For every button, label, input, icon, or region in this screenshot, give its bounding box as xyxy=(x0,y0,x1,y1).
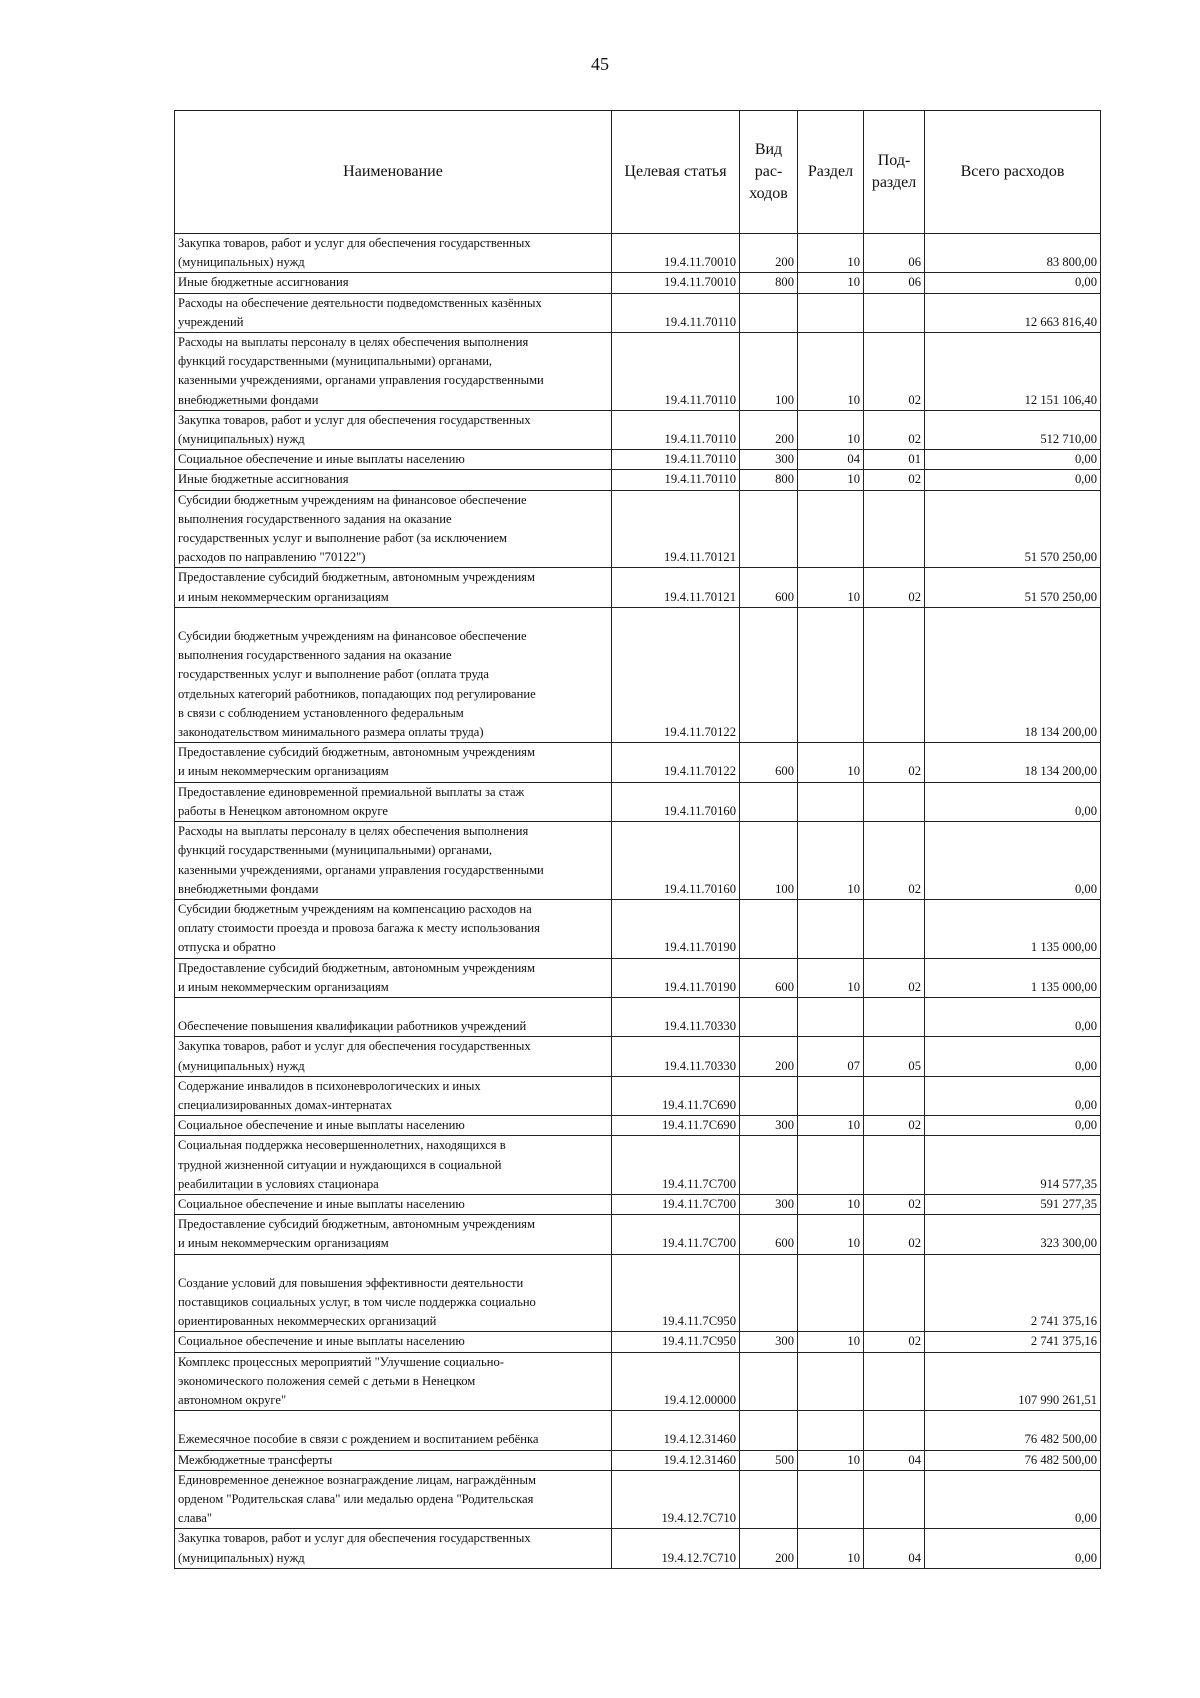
row-podrazdel: 02 xyxy=(864,1116,925,1136)
row-podrazdel: 02 xyxy=(864,1332,925,1352)
table-body xyxy=(175,234,1101,1569)
row-vid: 300 xyxy=(740,1116,798,1136)
row-name-line: слава" xyxy=(178,1511,212,1526)
row-vid xyxy=(740,1411,798,1450)
table-row xyxy=(175,470,1101,490)
row-razdel: 10 xyxy=(798,1529,864,1568)
row-total: 0,00 xyxy=(925,1037,1101,1076)
row-code: 19.4.11.70190 xyxy=(612,958,740,997)
row-vid xyxy=(740,1136,798,1195)
row-total: 83 800,00 xyxy=(925,234,1101,273)
row-total: 18 134 200,00 xyxy=(925,607,1101,742)
row-name-line: Предоставление единовременной премиальной выплаты за стаж xyxy=(178,784,525,799)
row-razdel xyxy=(798,997,864,1036)
table-row xyxy=(175,1529,1101,1568)
row-name-line: в связи с соблюдением установленного федеральным xyxy=(178,705,464,720)
row-name-line: Социальное обеспечение и иные выплаты населению xyxy=(178,1334,465,1349)
row-name xyxy=(175,1076,612,1115)
table-row xyxy=(175,899,1101,958)
row-podrazdel: 02 xyxy=(864,568,925,607)
row-code: 19.4.11.70160 xyxy=(612,822,740,900)
header-podrazdel xyxy=(864,111,925,234)
row-podrazdel xyxy=(864,1254,925,1332)
row-podrazdel: 02 xyxy=(864,958,925,997)
table-row xyxy=(175,997,1101,1036)
row-vid xyxy=(740,1352,798,1411)
row-vid: 300 xyxy=(740,1332,798,1352)
row-podrazdel xyxy=(864,490,925,568)
row-total: 0,00 xyxy=(925,450,1101,470)
row-code: 19.4.11.70010 xyxy=(612,234,740,273)
row-podrazdel: 04 xyxy=(864,1450,925,1470)
row-total: 0,00 xyxy=(925,1116,1101,1136)
row-code: 19.4.11.70190 xyxy=(612,899,740,958)
row-razdel: 10 xyxy=(798,470,864,490)
row-podrazdel xyxy=(864,1470,925,1529)
row-total: 0,00 xyxy=(925,273,1101,293)
row-razdel: 10 xyxy=(798,822,864,900)
row-name-line: Создание условий для повышения эффективности деятельности xyxy=(178,1275,524,1290)
row-vid: 600 xyxy=(740,743,798,782)
row-vid xyxy=(740,490,798,568)
row-name xyxy=(175,1411,612,1450)
row-name-line: (муниципальных) нужд xyxy=(178,1550,305,1565)
row-vid xyxy=(740,1470,798,1529)
row-name-line: выполнения государственного задания на оказание xyxy=(178,648,452,663)
row-code: 19.4.12.00000 xyxy=(612,1352,740,1411)
row-podrazdel: 02 xyxy=(864,470,925,490)
header-vid xyxy=(740,111,798,234)
row-name xyxy=(175,1332,612,1352)
table-row xyxy=(175,1136,1101,1195)
row-code: 19.4.11.7С950 xyxy=(612,1254,740,1332)
row-code: 19.4.11.70010 xyxy=(612,273,740,293)
header-vid-line: Вид xyxy=(754,141,783,158)
row-total: 2 741 375,16 xyxy=(925,1332,1101,1352)
row-vid: 600 xyxy=(740,568,798,607)
row-vid: 200 xyxy=(740,1529,798,1568)
table-row xyxy=(175,450,1101,470)
row-podrazdel: 02 xyxy=(864,1194,925,1214)
row-total: 0,00 xyxy=(925,1076,1101,1115)
table-row xyxy=(175,568,1101,607)
row-name-line: внебюджетными фондами xyxy=(178,881,319,896)
row-razdel xyxy=(798,1254,864,1332)
row-razdel xyxy=(798,1352,864,1411)
row-code: 19.4.11.7С700 xyxy=(612,1136,740,1195)
row-name xyxy=(175,1529,612,1568)
row-code: 19.4.11.7С690 xyxy=(612,1116,740,1136)
row-vid: 200 xyxy=(740,234,798,273)
row-podrazdel xyxy=(864,899,925,958)
table-row xyxy=(175,1037,1101,1076)
row-podrazdel xyxy=(864,607,925,742)
row-total: 18 134 200,00 xyxy=(925,743,1101,782)
row-name xyxy=(175,1470,612,1529)
row-razdel xyxy=(798,490,864,568)
row-razdel: 10 xyxy=(798,1450,864,1470)
row-code: 19.4.11.70122 xyxy=(612,607,740,742)
row-total: 1 135 000,00 xyxy=(925,958,1101,997)
row-name-line: Расходы на выплаты персоналу в целях обеспечения выполнения xyxy=(178,824,529,839)
row-name xyxy=(175,490,612,568)
row-name-line: функций государственными (муниципальными) органами, xyxy=(178,354,493,369)
row-podrazdel: 02 xyxy=(864,1215,925,1254)
row-name-line: Предоставление субсидий бюджетным, автономным учреждениям xyxy=(178,570,535,585)
row-vid: 100 xyxy=(740,333,798,411)
row-name xyxy=(175,234,612,273)
row-total: 12 151 106,40 xyxy=(925,333,1101,411)
row-podrazdel: 06 xyxy=(864,234,925,273)
page-number: 45 xyxy=(591,54,609,74)
row-razdel: 10 xyxy=(798,568,864,607)
row-name-line: орденом "Родительская слава" или медалью ордена "Родительская xyxy=(178,1492,534,1506)
row-name-line: казенными учреждениями, органами управления государственными xyxy=(178,862,544,877)
row-razdel: 10 xyxy=(798,1116,864,1136)
row-podrazdel xyxy=(864,1411,925,1450)
row-podrazdel: 02 xyxy=(864,333,925,411)
table-row xyxy=(175,607,1101,742)
row-code: 19.4.11.70110 xyxy=(612,293,740,332)
row-name-line: Обеспечение повышения квалификации работников учреждений xyxy=(178,1019,527,1034)
row-podrazdel: 06 xyxy=(864,273,925,293)
row-code: 19.4.11.70122 xyxy=(612,743,740,782)
row-name-line: Социальное обеспечение и иные выплаты населению xyxy=(178,452,465,467)
header-name: Наименование xyxy=(175,111,612,234)
row-razdel xyxy=(798,1136,864,1195)
row-podrazdel: 02 xyxy=(864,822,925,900)
row-razdel: 10 xyxy=(798,1332,864,1352)
row-vid: 500 xyxy=(740,1450,798,1470)
table-row xyxy=(175,822,1101,900)
row-name-line: и иным некоммерческим организациям xyxy=(178,1236,389,1251)
row-podrazdel xyxy=(864,782,925,821)
table-row xyxy=(175,333,1101,411)
row-razdel: 07 xyxy=(798,1037,864,1076)
row-name-line: Субсидии бюджетным учреждениям на финансовое обеспечение xyxy=(178,629,527,644)
table-row xyxy=(175,1450,1101,1470)
row-vid: 300 xyxy=(740,1194,798,1214)
table-row xyxy=(175,958,1101,997)
row-razdel xyxy=(798,1411,864,1450)
row-name-line: расходов по направлению "70122") xyxy=(178,550,366,565)
row-name-line: Межбюджетные трансферты xyxy=(178,1452,333,1467)
row-vid: 600 xyxy=(740,1215,798,1254)
row-name-line: Закупка товаров, работ и услуг для обеспечения государственных xyxy=(178,1039,531,1054)
row-name-line: Предоставление субсидий бюджетным, автономным учреждениям xyxy=(178,1217,535,1232)
row-name xyxy=(175,958,612,997)
row-name xyxy=(175,1037,612,1076)
row-name-line: Закупка товаров, работ и услуг для обеспечения государственных xyxy=(178,1531,531,1546)
row-name-line: Социальная поддержка несовершеннолетних, находящихся в xyxy=(178,1138,506,1153)
row-name-line: Социальное обеспечение и иные выплаты населению xyxy=(178,1196,465,1211)
header-razdel: Раздел xyxy=(798,111,864,234)
row-name-line: Содержание инвалидов в психоневрологических и иных xyxy=(178,1078,481,1093)
row-name xyxy=(175,333,612,411)
table-row xyxy=(175,1470,1101,1529)
row-vid xyxy=(740,607,798,742)
row-name-line: (муниципальных) нужд xyxy=(178,255,305,270)
row-name-line: отдельных категорий работников, попадающих под регулирование xyxy=(178,686,536,701)
row-code: 19.4.11.70121 xyxy=(612,568,740,607)
table-row xyxy=(175,273,1101,293)
row-name-line: Предоставление субсидий бюджетным, автономным учреждениям xyxy=(178,745,535,760)
row-total: 76 482 500,00 xyxy=(925,1411,1101,1450)
row-total: 0,00 xyxy=(925,470,1101,490)
row-code: 19.4.12.31460 xyxy=(612,1450,740,1470)
header-target: Целевая статья xyxy=(612,111,740,234)
table-row xyxy=(175,743,1101,782)
row-name-line: Иные бюджетные ассигнования xyxy=(178,275,349,290)
row-name-line: ориентированных некоммерческих организаций xyxy=(178,1314,437,1329)
row-vid: 800 xyxy=(740,470,798,490)
row-name xyxy=(175,568,612,607)
row-name-line: Комплекс процессных мероприятий "Улучшение социально- xyxy=(178,1354,504,1369)
row-razdel: 10 xyxy=(798,958,864,997)
row-name-line: Закупка товаров, работ и услуг для обеспечения государственных xyxy=(178,412,531,427)
row-vid xyxy=(740,782,798,821)
row-code: 19.4.11.70330 xyxy=(612,997,740,1036)
row-name-line: трудной жизненной ситуации и нуждающихся в социальной xyxy=(178,1157,502,1172)
row-code: 19.4.11.7С950 xyxy=(612,1332,740,1352)
row-name xyxy=(175,1194,612,1214)
row-code: 19.4.11.7С690 xyxy=(612,1076,740,1115)
row-code: 19.4.11.7С700 xyxy=(612,1215,740,1254)
row-code: 19.4.11.70110 xyxy=(612,410,740,449)
row-vid xyxy=(740,997,798,1036)
row-podrazdel xyxy=(864,1136,925,1195)
row-name xyxy=(175,1352,612,1411)
row-razdel xyxy=(798,1076,864,1115)
row-name-line: функций государственными (муниципальными) органами, xyxy=(178,843,493,858)
row-name-line: казенными учреждениями, органами управления государственными xyxy=(178,373,544,388)
table-row xyxy=(175,1254,1101,1332)
row-code: 19.4.11.70110 xyxy=(612,333,740,411)
row-razdel: 10 xyxy=(798,333,864,411)
row-name-line: экономического положения семей с детьми в Ненецком xyxy=(178,1373,476,1388)
row-total: 12 663 816,40 xyxy=(925,293,1101,332)
row-name xyxy=(175,822,612,900)
row-name xyxy=(175,470,612,490)
row-name-line: поставщиков социальных услуг, в том числе поддержка социально xyxy=(178,1294,536,1309)
row-name-line: Единовременное денежное вознаграждение лицам, награждённым xyxy=(178,1472,536,1487)
row-razdel: 10 xyxy=(798,1194,864,1214)
row-total: 76 482 500,00 xyxy=(925,1450,1101,1470)
row-name xyxy=(175,1254,612,1332)
row-name-line: (муниципальных) нужд xyxy=(178,1058,305,1073)
row-name-line: Иные бюджетные ассигнования xyxy=(178,472,349,487)
row-podrazdel: 05 xyxy=(864,1037,925,1076)
row-total: 1 135 000,00 xyxy=(925,899,1101,958)
row-code: 19.4.11.70160 xyxy=(612,782,740,821)
header-podrazdel-line: Под- xyxy=(877,152,911,169)
table-row xyxy=(175,1215,1101,1254)
row-code: 19.4.12.7С710 xyxy=(612,1470,740,1529)
row-total: 0,00 xyxy=(925,997,1101,1036)
row-razdel: 04 xyxy=(798,450,864,470)
row-name xyxy=(175,273,612,293)
row-name xyxy=(175,782,612,821)
row-total: 0,00 xyxy=(925,1470,1101,1529)
row-code: 19.4.11.7С700 xyxy=(612,1194,740,1214)
row-name-line: Ежемесячное пособие в связи с рождением и воспитанием ребёнка xyxy=(178,1432,539,1447)
row-razdel: 10 xyxy=(798,273,864,293)
row-name xyxy=(175,410,612,449)
table-row xyxy=(175,1352,1101,1411)
row-name xyxy=(175,1215,612,1254)
row-razdel: 10 xyxy=(798,1215,864,1254)
row-name-line: Закупка товаров, работ и услуг для обеспечения государственных xyxy=(178,236,531,250)
row-razdel: 10 xyxy=(798,234,864,273)
row-podrazdel xyxy=(864,293,925,332)
row-name-line: Расходы на обеспечение деятельности подведомственных казённых xyxy=(178,295,542,310)
row-razdel: 10 xyxy=(798,410,864,449)
row-podrazdel xyxy=(864,997,925,1036)
row-podrazdel: 04 xyxy=(864,1529,925,1568)
row-total: 51 570 250,00 xyxy=(925,490,1101,568)
row-code: 19.4.11.70110 xyxy=(612,470,740,490)
row-vid xyxy=(740,293,798,332)
header-vid-line: ходов xyxy=(749,185,788,202)
row-name-line: Социальное обеспечение и иные выплаты населению xyxy=(178,1118,465,1133)
row-razdel: 10 xyxy=(798,743,864,782)
row-code: 19.4.12.7С710 xyxy=(612,1529,740,1568)
row-razdel xyxy=(798,782,864,821)
row-podrazdel: 02 xyxy=(864,743,925,782)
row-vid xyxy=(740,1254,798,1332)
row-name xyxy=(175,1116,612,1136)
row-name-line: государственных услуг и выполнение работ (за исключением xyxy=(178,531,508,546)
table-row xyxy=(175,1194,1101,1214)
row-name xyxy=(175,1136,612,1195)
row-total: 0,00 xyxy=(925,1529,1101,1568)
row-podrazdel: 01 xyxy=(864,450,925,470)
row-code: 19.4.11.70110 xyxy=(612,450,740,470)
row-total: 51 570 250,00 xyxy=(925,568,1101,607)
row-vid: 300 xyxy=(740,450,798,470)
row-total: 2 741 375,16 xyxy=(925,1254,1101,1332)
table-row xyxy=(175,1411,1101,1450)
row-total: 512 710,00 xyxy=(925,410,1101,449)
row-name-line: государственных услуг и выполнение работ (оплата труда xyxy=(178,667,489,682)
row-name xyxy=(175,607,612,742)
row-total: 323 300,00 xyxy=(925,1215,1101,1254)
row-vid: 200 xyxy=(740,410,798,449)
row-name-line: Предоставление субсидий бюджетным, автономным учреждениям xyxy=(178,960,535,975)
row-name-line: реабилитации в условиях стационара xyxy=(178,1176,379,1191)
table-row xyxy=(175,234,1101,273)
row-razdel xyxy=(798,1470,864,1529)
row-name-line: законодательством минимального размера оплаты труда) xyxy=(178,725,484,740)
row-vid: 600 xyxy=(740,958,798,997)
row-name-line: автономном округе" xyxy=(178,1392,287,1407)
table-row xyxy=(175,1076,1101,1115)
row-razdel xyxy=(798,293,864,332)
row-total: 0,00 xyxy=(925,822,1101,900)
row-name xyxy=(175,293,612,332)
row-name-line: учреждений xyxy=(178,314,244,329)
table-row xyxy=(175,1332,1101,1352)
row-name-line: и иным некоммерческим организациям xyxy=(178,589,389,604)
row-name xyxy=(175,743,612,782)
row-name-line: внебюджетными фондами xyxy=(178,392,319,407)
row-name-line: и иным некоммерческим организациям xyxy=(178,764,389,779)
row-name-line: специализированных домах-интернатах xyxy=(178,1097,393,1112)
table-row xyxy=(175,782,1101,821)
table-header-row xyxy=(175,111,1101,234)
header-vid-line: рас- xyxy=(754,163,783,180)
row-name-line: Субсидии бюджетным учреждениям на компенсацию расходов на xyxy=(178,901,532,916)
row-name xyxy=(175,899,612,958)
row-name xyxy=(175,997,612,1036)
row-name xyxy=(175,450,612,470)
row-name-line: Расходы на выплаты персоналу в целях обеспечения выполнения xyxy=(178,335,529,350)
row-name-line: работы в Ненецком автономном округе xyxy=(178,803,389,818)
table-row xyxy=(175,1116,1101,1136)
row-name-line: оплату стоимости проезда и провоза багажа к месту использования xyxy=(178,921,540,936)
row-podrazdel xyxy=(864,1352,925,1411)
table-row xyxy=(175,293,1101,332)
row-code: 19.4.12.31460 xyxy=(612,1411,740,1450)
row-vid: 100 xyxy=(740,822,798,900)
budget-table xyxy=(174,110,1101,1569)
row-vid xyxy=(740,899,798,958)
row-name-line: и иным некоммерческим организациям xyxy=(178,979,389,994)
row-name-line: (муниципальных) нужд xyxy=(178,432,305,447)
row-name xyxy=(175,1450,612,1470)
row-total: 914 577,35 xyxy=(925,1136,1101,1195)
table-row xyxy=(175,410,1101,449)
header-podrazdel-line: раздел xyxy=(871,174,917,191)
header-total: Всего расходов xyxy=(925,111,1101,234)
row-podrazdel: 02 xyxy=(864,410,925,449)
row-vid xyxy=(740,1076,798,1115)
table-row xyxy=(175,490,1101,568)
row-code: 19.4.11.70121 xyxy=(612,490,740,568)
row-total: 107 990 261,51 xyxy=(925,1352,1101,1411)
row-total: 0,00 xyxy=(925,782,1101,821)
row-total: 591 277,35 xyxy=(925,1194,1101,1214)
row-vid: 200 xyxy=(740,1037,798,1076)
row-name-line: выполнения государственного задания на оказание xyxy=(178,511,452,526)
row-razdel xyxy=(798,899,864,958)
row-name-line: Субсидии бюджетным учреждениям на финансовое обеспечение xyxy=(178,492,527,507)
row-podrazdel xyxy=(864,1076,925,1115)
row-vid: 800 xyxy=(740,273,798,293)
row-code: 19.4.11.70330 xyxy=(612,1037,740,1076)
row-name-line: отпуска и обратно xyxy=(178,940,276,955)
row-razdel xyxy=(798,607,864,742)
